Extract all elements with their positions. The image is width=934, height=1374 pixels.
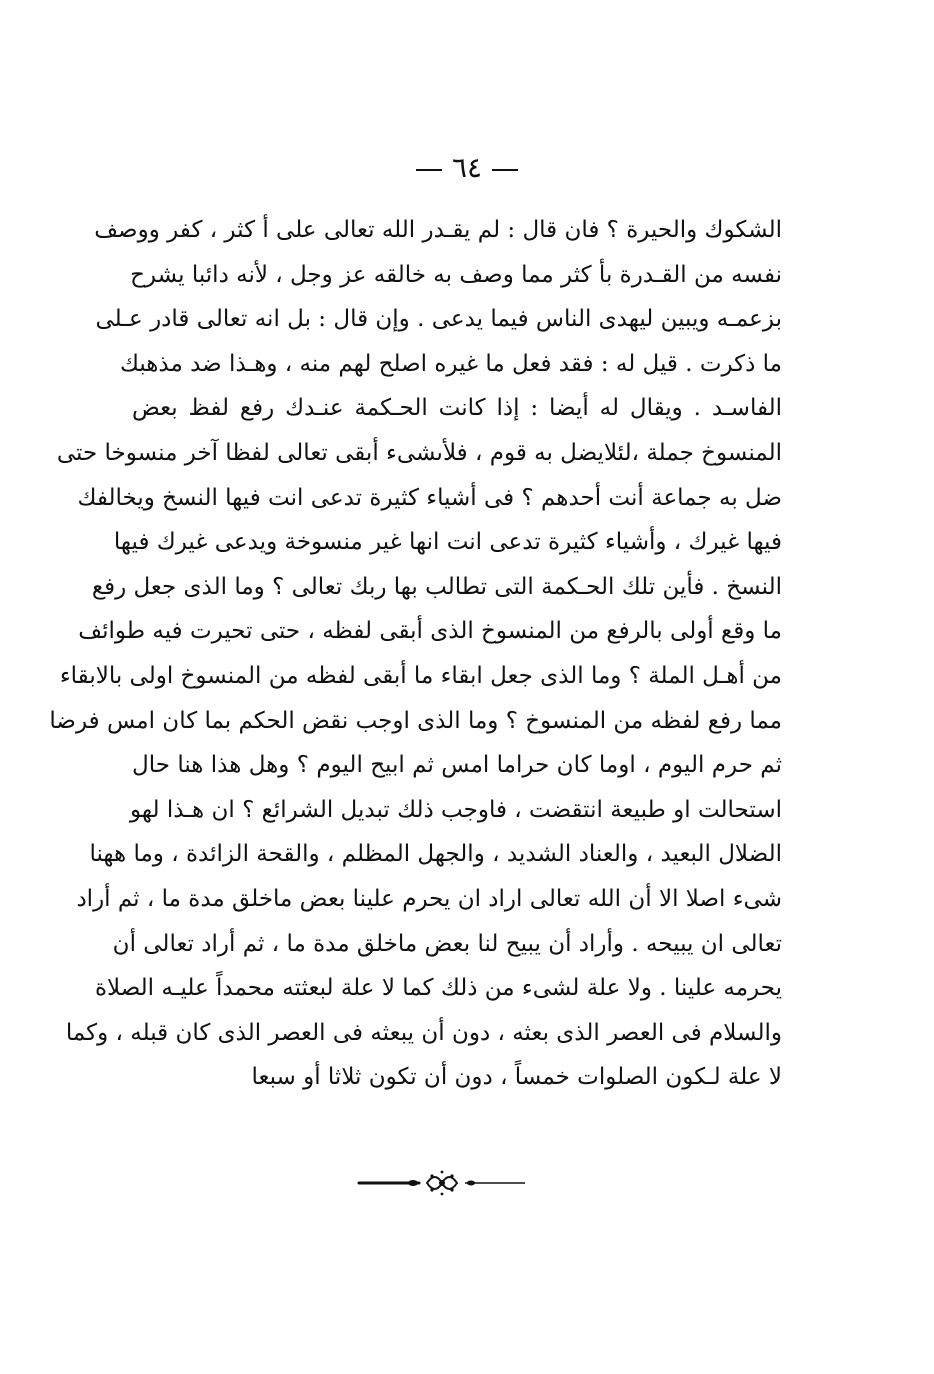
text-line: الشكوك والحيرة ؟ فان قال : لم يقـدر الله تعالى على أ كثر ، كفر ووصف bbox=[94, 217, 782, 243]
text-line: ثم حرم اليوم ، اوما كان حراما امس ثم ابيح اليوم ؟ وهل هذا هنا حال bbox=[132, 752, 782, 779]
text-line: ضل به جماعة أنت أحدهم ؟ فى أشياء كثيرة تدعى انت فيها النسخ ويخالفك bbox=[77, 484, 782, 511]
text-line: شىء اصلا الا أن الله تعالى اراد ان يحرم علينا بعض ماخلق مدة ما ، ثم أراد bbox=[76, 885, 782, 912]
text-line: الضلال البعيد ، والعناد الشديد ، والجهل المظلم ، والقحة الزائدة ، وما ههنا bbox=[89, 841, 782, 868]
body-text bbox=[49, 208, 782, 1100]
text-line: تعالى ان يبيحه . وأراد أن يبيح لنا بعض ماخلق مدة ما ، ثم أراد تعالى أن bbox=[112, 930, 782, 957]
dash-right bbox=[416, 169, 442, 171]
text-line: يحرمه علينا . ولا علة لشىء من ذلك كما لا علة لبعثته محمداً عليـه الصلاة bbox=[94, 975, 782, 1002]
text-line: ما ذكرت . قيل له : فقد فعل ما غيره اصلح لهم منه ، وهـذا ضد مذهبك bbox=[119, 350, 782, 377]
text-line: والسلام فى العصر الذى بعثه ، دون أن يبعثه فى العصر الذى كان قبله ، وكما bbox=[65, 1019, 782, 1046]
text-line: المنسوخ جملة ،لئلايضل به قوم ، فلأىشىء أبقى تعالى لفظا آخر منسوخا حتى bbox=[56, 439, 782, 466]
text-line: نفسه من القـدرة بأ كثر مما وصف به خالقه عز وجل ، لأنه دائبا يشرح bbox=[130, 261, 782, 288]
page-number-value: ٦٤ bbox=[451, 151, 483, 184]
text-line: الفاسـد . ويقال له أيضا : إذا كانت الحـكمة عنـدك رفع لفظ بعض bbox=[132, 395, 782, 422]
decorative-ornament bbox=[357, 1168, 527, 1198]
text-line: مما رفع لفظه من المنسوخ ؟ وما الذى اوجب نقض الحكم بما كان امس فرضا bbox=[49, 707, 782, 734]
text-line: بزعمـه ويبين ليهدى الناس فيما يدعى . وإن قال : بل انه تعالى قادر عـلى bbox=[95, 306, 782, 333]
text-line: النسخ . فأين تلك الحـكمة التى تطالب بها ربك تعالى ؟ وما الذى جعل رفع bbox=[91, 573, 782, 600]
dash-left bbox=[492, 169, 518, 171]
text-line: فيها غيرك ، وأشياء كثيرة تدعى انت انها غير منسوخة ويدعى غيرك فيها bbox=[113, 529, 782, 556]
page-number bbox=[0, 150, 934, 186]
text-line: من أهـل الملة ؟ وما الذى جعل ابقاء ما أبقى لفظه من المنسوخ اولى بالابقاء bbox=[59, 662, 782, 689]
text-line: ما وقع أولى بالرفع من المنسوخ الذى أبقى لفظه ، حتى تحيرت فيه طوائف bbox=[78, 618, 782, 645]
text-line: استحالت او طبيعة انتقضت ، فاوجب ذلك تبديل الشرائع ؟ ان هـذا لهو bbox=[130, 796, 782, 823]
text-line-last: لا علة لـكون الصلوات خمساً ، دون أن تكون ثلاثا أو سبعا bbox=[251, 1064, 782, 1091]
